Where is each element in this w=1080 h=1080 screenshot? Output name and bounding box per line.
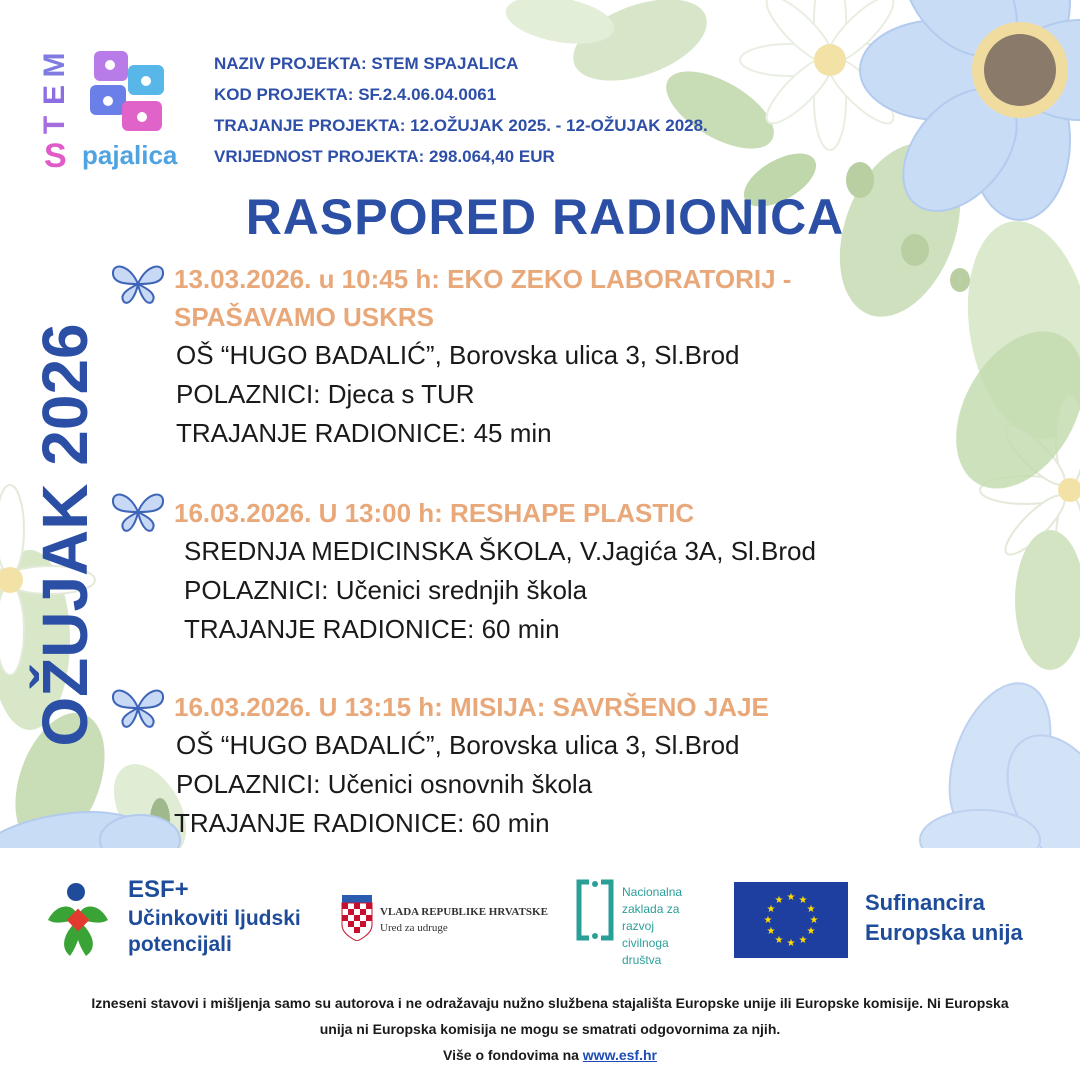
- svg-text:★: ★: [806, 904, 816, 915]
- svg-text:★: ★: [766, 904, 776, 915]
- croatian-coat-of-arms-icon: [340, 895, 374, 941]
- esf-title: ESF+: [128, 876, 189, 903]
- esf-logo-icon: [38, 880, 118, 960]
- eu-text-line2: Europska unija: [865, 920, 1023, 945]
- month-label-container: [30, 295, 100, 775]
- disclaimer-line3: [20, 1042, 1080, 1068]
- workshop-3-participants: POLAZNICI: Učenici osnovnih škola: [176, 769, 593, 799]
- logo-wordmark: pajalica: [82, 140, 178, 170]
- svg-text:★: ★: [763, 915, 773, 926]
- svg-text:★: ★: [774, 895, 784, 906]
- stem-vertical-letters: [40, 50, 80, 140]
- puzzle-cubes-icon: [88, 45, 176, 143]
- stem-letter-t: T: [38, 115, 71, 135]
- project-value: VRIJEDNOST PROJEKTA: 298.064,40 EUR: [214, 147, 555, 166]
- workshop-1-duration: TRAJANJE RADIONICE: 45 min: [176, 418, 552, 448]
- eu-text-line1: Sufinancira: [865, 890, 985, 915]
- project-info: [214, 48, 708, 172]
- project-name: NAZIV PROJEKTA: STEM SPAJALICA: [214, 54, 519, 73]
- disclaimer: [20, 990, 1080, 1068]
- esf-website-link[interactable]: www.esf.hr: [582, 1047, 657, 1063]
- svg-text:★: ★: [766, 926, 776, 937]
- stem-letter-s: S: [44, 137, 67, 175]
- eu-flag: [734, 882, 848, 958]
- workshop-1-participants: POLAZNICI: Djeca s TUR: [176, 379, 475, 409]
- workshop-1-title-line2: SPAŠAVAMO USKRS: [174, 302, 435, 332]
- eu-cofinanced-text: [865, 888, 1023, 948]
- svg-text:★: ★: [786, 938, 796, 949]
- leaf-right-mid: [1015, 530, 1080, 670]
- svg-text:★: ★: [806, 926, 816, 937]
- workshop-2-duration: TRAJANJE RADIONICE: 60 min: [184, 614, 560, 644]
- workshop-3: [174, 688, 769, 843]
- nz-line-3: razvoj: [622, 919, 655, 933]
- svg-text:★: ★: [809, 915, 819, 926]
- project-duration: TRAJANJE PROJEKTA: 12.OŽUJAK 2025. - 12-OŽUJAK 2028.: [214, 116, 708, 135]
- workshop-1-title-line1: 13.03.2026. u 10:45 h: EKO ZEKO LABORATORIJ -: [174, 264, 792, 294]
- vlada-title: VLADA REPUBLIKE HRVATSKE: [380, 906, 548, 918]
- project-code: KOD PROJEKTA: SF.2.4.06.04.0061: [214, 85, 497, 104]
- workshop-2-title: 16.03.2026. U 13:00 h: RESHAPE PLASTIC: [174, 498, 695, 528]
- month-label: OŽUJAK 2026: [29, 323, 101, 747]
- butterfly-icon: [110, 262, 166, 306]
- nz-line-2: zaklada za: [622, 902, 680, 916]
- svg-text:★: ★: [774, 935, 784, 946]
- stem-letter-e: E: [38, 85, 71, 106]
- stem-spajalica-logo: [40, 45, 180, 175]
- eu-stars-icon: [734, 882, 848, 958]
- nacionalna-zaklada-logo-icon: [575, 878, 615, 942]
- disclaimer-line1: Izneseni stavovi i mišljenja samo su autorova i ne odražavaju nužno službena stajališta Europske unije ili Europske komisije. Ni Europska: [91, 995, 1009, 1011]
- butterfly-icon: [110, 490, 166, 534]
- nz-line-5: društva: [622, 953, 662, 967]
- stem-letter-m: M: [38, 52, 71, 78]
- workshop-2-location: SREDNJA MEDICINSKA ŠKOLA, V.Jagića 3A, Sl.Brod: [184, 536, 816, 566]
- workshop-3-duration: TRAJANJE RADIONICE: 60 min: [174, 808, 550, 838]
- svg-text:★: ★: [786, 892, 796, 903]
- esf-subtitle: [128, 906, 301, 958]
- workshop-2-participants: POLAZNICI: Učenici srednjih škola: [184, 575, 588, 605]
- workshop-1-location: OŠ “HUGO BADALIĆ”, Borovska ulica 3, Sl.Brod: [176, 340, 740, 370]
- butterfly-icon: [110, 686, 166, 730]
- workshop-2: [174, 494, 816, 649]
- nacionalna-zaklada-text: [622, 884, 712, 969]
- disclaimer-line2: unija ni Europska komisija ne mogu se smatrati odgovornima za njih.: [319, 1021, 781, 1037]
- disclaimer-line3-prefix: Više o fondovima na: [443, 1047, 583, 1063]
- page-title: RASPORED RADIONICA: [245, 189, 845, 245]
- workshop-1: [174, 260, 791, 453]
- esf-subtitle-line1: Učinkoviti ljudski: [128, 907, 301, 930]
- nz-line-4: civilnoga: [622, 936, 669, 950]
- workshop-3-location: OŠ “HUGO BADALIĆ”, Borovska ulica 3, Sl.Brod: [176, 730, 740, 760]
- esf-subtitle-line2: potencijali: [128, 933, 232, 956]
- vlada-subtitle: Ured za udruge: [380, 922, 448, 934]
- workshop-3-title: 16.03.2026. U 13:15 h: MISIJA: SAVRŠENO JAJE: [174, 692, 769, 722]
- svg-text:★: ★: [798, 935, 808, 946]
- svg-text:★: ★: [798, 895, 808, 906]
- nz-line-1: Nacionalna: [622, 885, 683, 899]
